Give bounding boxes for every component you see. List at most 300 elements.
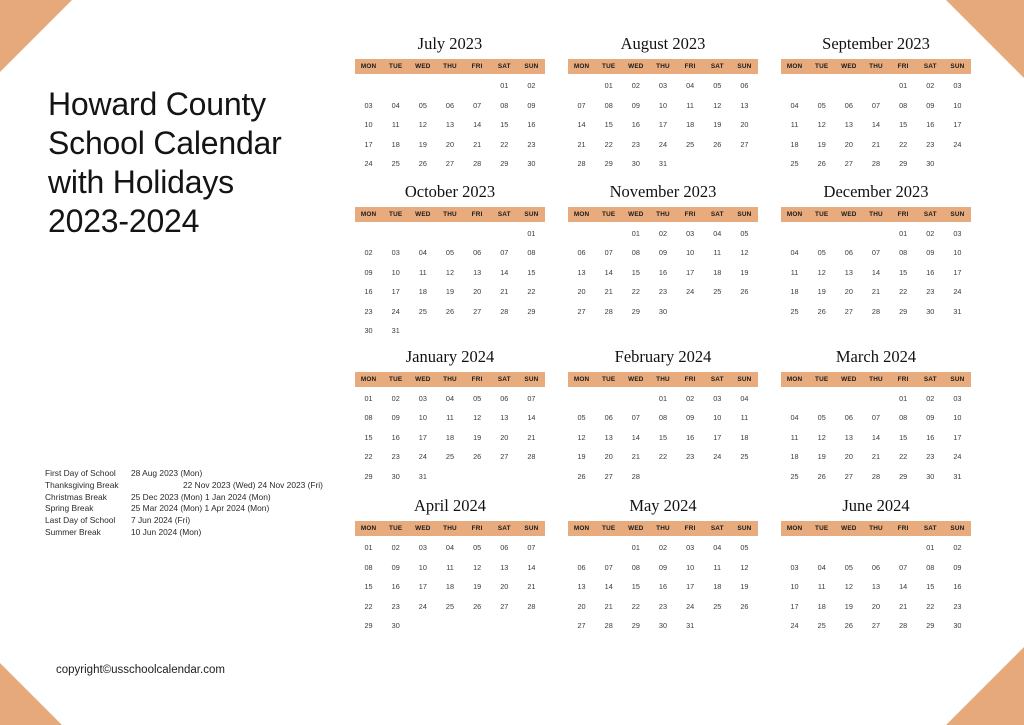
day-cell[interactable]: 21 <box>527 432 536 442</box>
day-cell[interactable]: 30 <box>631 159 640 168</box>
day-cell[interactable]: 28 <box>577 159 586 168</box>
day-cell[interactable]: 07 <box>527 393 536 403</box>
day-cell[interactable]: 11 <box>446 562 454 572</box>
day-cell[interactable]: 11 <box>790 120 799 129</box>
day-cell[interactable]: 08 <box>527 248 536 257</box>
day-cell[interactable]: 31 <box>953 306 962 316</box>
day-cell[interactable]: 14 <box>473 120 482 129</box>
day-cell[interactable]: 28 <box>871 471 881 481</box>
day-cell[interactable]: 09 <box>926 413 935 422</box>
day-cell[interactable]: 02 <box>658 543 668 552</box>
day-cell[interactable]: 18 <box>740 432 749 442</box>
day-cell[interactable]: 29 <box>899 471 908 481</box>
day-cell[interactable]: 13 <box>577 582 586 591</box>
day-cell[interactable]: 09 <box>364 267 373 277</box>
day-cell[interactable]: 03 <box>953 393 962 403</box>
day-cell[interactable]: 30 <box>926 306 935 316</box>
day-cell[interactable]: 06 <box>473 248 482 257</box>
day-cell[interactable]: 04 <box>790 248 799 257</box>
day-cell[interactable]: 28 <box>527 601 536 611</box>
day-cell[interactable]: 29 <box>527 306 536 316</box>
day-cell[interactable]: 10 <box>364 120 373 129</box>
day-cell[interactable]: 11 <box>713 562 722 572</box>
day-cell[interactable]: 04 <box>790 413 799 422</box>
day-cell[interactable]: 20 <box>844 139 853 149</box>
day-cell[interactable]: 19 <box>817 287 826 296</box>
day-cell[interactable]: 05 <box>817 100 826 110</box>
day-cell[interactable]: 04 <box>418 248 427 257</box>
day-cell[interactable]: 17 <box>713 432 722 442</box>
day-cell[interactable]: 13 <box>871 582 881 591</box>
day-cell[interactable]: 23 <box>926 452 935 461</box>
day-cell[interactable]: 19 <box>844 601 853 611</box>
day-cell[interactable]: 21 <box>604 601 613 611</box>
day-cell[interactable]: 29 <box>364 621 373 630</box>
day-cell[interactable]: 30 <box>391 621 400 630</box>
day-cell[interactable]: 18 <box>686 120 695 129</box>
day-cell[interactable]: 26 <box>577 471 586 481</box>
day-cell[interactable]: 12 <box>844 582 853 591</box>
day-cell[interactable]: 17 <box>686 267 695 277</box>
day-cell[interactable]: 25 <box>713 287 722 296</box>
day-cell[interactable]: 08 <box>926 562 935 572</box>
day-cell[interactable]: 25 <box>686 139 695 149</box>
day-cell[interactable]: 03 <box>364 100 373 110</box>
day-cell[interactable]: 04 <box>686 81 695 90</box>
day-cell[interactable]: 09 <box>391 413 400 422</box>
day-cell[interactable]: 10 <box>686 248 695 257</box>
day-cell[interactable]: 11 <box>790 267 799 277</box>
day-cell[interactable]: 30 <box>658 621 668 630</box>
day-cell[interactable]: 31 <box>686 621 695 630</box>
day-cell[interactable]: 20 <box>604 452 613 461</box>
day-cell[interactable]: 31 <box>391 326 400 335</box>
day-cell[interactable]: 09 <box>658 248 668 257</box>
day-cell[interactable]: 13 <box>604 432 613 442</box>
day-cell[interactable]: 17 <box>418 582 427 591</box>
day-cell[interactable]: 22 <box>500 139 509 149</box>
day-cell[interactable]: 16 <box>391 432 400 442</box>
day-cell[interactable]: 10 <box>953 413 962 422</box>
day-cell[interactable]: 04 <box>445 393 455 403</box>
day-cell[interactable]: 22 <box>899 139 908 149</box>
day-cell[interactable]: 18 <box>790 452 799 461</box>
day-cell[interactable]: 15 <box>658 432 668 442</box>
day-cell[interactable]: 20 <box>871 601 881 611</box>
day-cell[interactable]: 07 <box>631 413 640 422</box>
day-cell[interactable]: 16 <box>527 120 536 129</box>
day-cell[interactable]: 01 <box>899 393 908 403</box>
day-cell[interactable]: 03 <box>686 228 695 238</box>
day-cell[interactable]: 12 <box>817 432 826 442</box>
day-cell[interactable]: 26 <box>713 139 722 149</box>
day-cell[interactable]: 12 <box>418 120 427 129</box>
day-cell[interactable]: 16 <box>631 120 640 129</box>
day-cell[interactable]: 27 <box>500 601 509 611</box>
day-cell[interactable]: 15 <box>926 582 935 591</box>
day-cell[interactable]: 27 <box>500 452 509 461</box>
day-cell[interactable]: 02 <box>527 81 536 90</box>
day-cell[interactable]: 30 <box>391 471 400 481</box>
day-cell[interactable]: 18 <box>713 582 722 591</box>
day-cell[interactable]: 25 <box>790 159 799 168</box>
day-cell[interactable]: 08 <box>899 100 908 110</box>
day-cell[interactable]: 27 <box>604 471 613 481</box>
day-cell[interactable]: 14 <box>871 432 881 442</box>
day-cell[interactable]: 05 <box>740 543 749 552</box>
day-cell[interactable]: 11 <box>391 120 400 129</box>
day-cell[interactable]: 07 <box>577 100 586 110</box>
day-cell[interactable]: 23 <box>391 601 400 611</box>
day-cell[interactable]: 20 <box>473 287 482 296</box>
day-cell[interactable]: 11 <box>817 582 826 591</box>
day-cell[interactable]: 07 <box>871 248 881 257</box>
day-cell[interactable]: 20 <box>844 452 853 461</box>
day-cell[interactable]: 24 <box>364 159 373 168</box>
day-cell[interactable]: 27 <box>844 159 853 168</box>
day-cell[interactable]: 10 <box>953 248 962 257</box>
day-cell[interactable]: 09 <box>391 562 400 572</box>
day-cell[interactable]: 25 <box>790 306 799 316</box>
day-cell[interactable]: 25 <box>713 601 722 611</box>
day-cell[interactable]: 28 <box>871 159 881 168</box>
day-cell[interactable]: 04 <box>790 100 799 110</box>
day-cell[interactable]: 03 <box>686 543 695 552</box>
day-cell[interactable]: 25 <box>445 601 455 611</box>
day-cell[interactable]: 16 <box>658 267 668 277</box>
day-cell[interactable]: 19 <box>740 267 749 277</box>
day-cell[interactable]: 03 <box>418 543 427 552</box>
day-cell[interactable]: 12 <box>817 120 826 129</box>
day-cell[interactable]: 16 <box>926 267 935 277</box>
day-cell[interactable]: 10 <box>391 267 400 277</box>
day-cell[interactable]: 14 <box>604 267 613 277</box>
day-cell[interactable]: 06 <box>844 248 853 257</box>
day-cell[interactable]: 12 <box>740 248 749 257</box>
day-cell[interactable]: 20 <box>500 582 509 591</box>
day-cell[interactable]: 23 <box>527 139 536 149</box>
day-cell[interactable]: 16 <box>926 432 935 442</box>
day-cell[interactable]: 22 <box>364 601 373 611</box>
day-cell[interactable]: 02 <box>364 248 373 257</box>
day-cell[interactable]: 15 <box>631 267 640 277</box>
day-cell[interactable]: 07 <box>899 562 908 572</box>
day-cell[interactable]: 26 <box>817 306 826 316</box>
day-cell[interactable]: 17 <box>953 120 962 129</box>
day-cell[interactable]: 22 <box>604 139 613 149</box>
day-cell[interactable]: 04 <box>713 543 722 552</box>
day-cell[interactable]: 06 <box>844 100 853 110</box>
day-cell[interactable]: 22 <box>926 601 935 611</box>
day-cell[interactable]: 05 <box>577 413 586 422</box>
day-cell[interactable]: 25 <box>445 452 455 461</box>
day-cell[interactable]: 19 <box>817 452 826 461</box>
day-cell[interactable]: 14 <box>631 432 640 442</box>
day-cell[interactable]: 17 <box>953 432 962 442</box>
day-cell[interactable]: 23 <box>686 452 695 461</box>
day-cell[interactable]: 26 <box>844 621 853 630</box>
day-cell[interactable]: 26 <box>817 159 826 168</box>
day-cell[interactable]: 13 <box>844 267 853 277</box>
day-cell[interactable]: 12 <box>713 100 722 110</box>
day-cell[interactable]: 01 <box>364 543 373 552</box>
day-cell[interactable]: 24 <box>418 601 427 611</box>
day-cell[interactable]: 27 <box>445 159 455 168</box>
day-cell[interactable]: 30 <box>953 621 962 630</box>
day-cell[interactable]: 14 <box>527 562 536 572</box>
day-cell[interactable]: 10 <box>686 562 695 572</box>
day-cell[interactable]: 21 <box>473 139 482 149</box>
day-cell[interactable]: 02 <box>658 228 668 238</box>
day-cell[interactable]: 11 <box>790 432 799 442</box>
day-cell[interactable]: 14 <box>527 413 536 422</box>
day-cell[interactable]: 07 <box>871 100 881 110</box>
day-cell[interactable]: 27 <box>577 621 586 630</box>
day-cell[interactable]: 20 <box>500 432 509 442</box>
day-cell[interactable]: 08 <box>364 413 373 422</box>
day-cell[interactable]: 06 <box>740 81 749 90</box>
day-cell[interactable]: 29 <box>631 621 640 630</box>
day-cell[interactable]: 19 <box>418 139 427 149</box>
day-cell[interactable]: 31 <box>418 471 427 481</box>
day-cell[interactable]: 18 <box>790 139 799 149</box>
day-cell[interactable]: 03 <box>418 393 427 403</box>
day-cell[interactable]: 17 <box>391 287 400 296</box>
day-cell[interactable]: 01 <box>604 81 613 90</box>
day-cell[interactable]: 05 <box>844 562 853 572</box>
day-cell[interactable]: 18 <box>445 432 455 442</box>
day-cell[interactable]: 02 <box>926 228 935 238</box>
day-cell[interactable]: 18 <box>713 267 722 277</box>
day-cell[interactable]: 02 <box>391 543 400 552</box>
day-cell[interactable]: 06 <box>577 248 586 257</box>
day-cell[interactable]: 18 <box>391 139 400 149</box>
day-cell[interactable]: 16 <box>953 582 962 591</box>
day-cell[interactable]: 17 <box>790 601 799 611</box>
day-cell[interactable]: 10 <box>953 100 962 110</box>
day-cell[interactable]: 15 <box>899 120 908 129</box>
day-cell[interactable]: 26 <box>740 287 749 296</box>
day-cell[interactable]: 01 <box>899 228 908 238</box>
day-cell[interactable]: 02 <box>926 81 935 90</box>
day-cell[interactable]: 09 <box>631 100 640 110</box>
day-cell[interactable]: 12 <box>817 267 826 277</box>
day-cell[interactable]: 10 <box>790 582 799 591</box>
day-cell[interactable]: 11 <box>740 413 749 422</box>
day-cell[interactable]: 05 <box>740 228 749 238</box>
day-cell[interactable]: 26 <box>473 452 482 461</box>
day-cell[interactable]: 26 <box>473 601 482 611</box>
day-cell[interactable]: 06 <box>604 413 613 422</box>
day-cell[interactable]: 22 <box>899 287 908 296</box>
day-cell[interactable]: 12 <box>473 413 482 422</box>
day-cell[interactable]: 29 <box>604 159 613 168</box>
day-cell[interactable]: 08 <box>899 413 908 422</box>
day-cell[interactable]: 15 <box>899 267 908 277</box>
day-cell[interactable]: 19 <box>473 582 482 591</box>
day-cell[interactable]: 28 <box>473 159 482 168</box>
day-cell[interactable]: 20 <box>577 287 586 296</box>
day-cell[interactable]: 24 <box>953 139 962 149</box>
day-cell[interactable]: 26 <box>418 159 427 168</box>
day-cell[interactable]: 24 <box>686 601 695 611</box>
day-cell[interactable]: 13 <box>445 120 455 129</box>
day-cell[interactable]: 31 <box>953 471 962 481</box>
day-cell[interactable]: 05 <box>817 248 826 257</box>
day-cell[interactable]: 06 <box>445 100 455 110</box>
day-cell[interactable]: 15 <box>631 582 640 591</box>
day-cell[interactable]: 27 <box>577 306 586 316</box>
day-cell[interactable]: 05 <box>817 413 826 422</box>
day-cell[interactable]: 19 <box>740 582 749 591</box>
day-cell[interactable]: 10 <box>713 413 722 422</box>
day-cell[interactable]: 03 <box>790 562 799 572</box>
day-cell[interactable]: 02 <box>926 393 935 403</box>
day-cell[interactable]: 19 <box>713 120 722 129</box>
day-cell[interactable]: 12 <box>577 432 586 442</box>
day-cell[interactable]: 30 <box>926 159 935 168</box>
day-cell[interactable]: 20 <box>844 287 853 296</box>
day-cell[interactable]: 15 <box>527 267 536 277</box>
day-cell[interactable]: 24 <box>713 452 722 461</box>
day-cell[interactable]: 14 <box>871 267 881 277</box>
day-cell[interactable]: 21 <box>871 452 881 461</box>
day-cell[interactable]: 14 <box>604 582 613 591</box>
day-cell[interactable]: 18 <box>790 287 799 296</box>
day-cell[interactable]: 09 <box>658 562 668 572</box>
day-cell[interactable]: 18 <box>817 601 826 611</box>
day-cell[interactable]: 22 <box>527 287 536 296</box>
day-cell[interactable]: 12 <box>445 267 455 277</box>
day-cell[interactable]: 30 <box>658 306 668 316</box>
day-cell[interactable]: 05 <box>418 100 427 110</box>
day-cell[interactable]: 23 <box>953 601 962 611</box>
day-cell[interactable]: 19 <box>577 452 586 461</box>
day-cell[interactable]: 19 <box>817 139 826 149</box>
day-cell[interactable]: 24 <box>953 287 962 296</box>
day-cell[interactable]: 22 <box>899 452 908 461</box>
day-cell[interactable]: 10 <box>418 413 427 422</box>
day-cell[interactable]: 18 <box>445 582 455 591</box>
day-cell[interactable]: 27 <box>740 139 749 149</box>
day-cell[interactable]: 20 <box>445 139 455 149</box>
day-cell[interactable]: 29 <box>631 306 640 316</box>
day-cell[interactable]: 24 <box>391 306 400 316</box>
day-cell[interactable]: 25 <box>790 471 799 481</box>
day-cell[interactable]: 31 <box>658 159 668 168</box>
day-cell[interactable]: 03 <box>953 81 962 90</box>
day-cell[interactable]: 04 <box>817 562 826 572</box>
day-cell[interactable]: 19 <box>445 287 455 296</box>
day-cell[interactable]: 01 <box>527 228 536 238</box>
day-cell[interactable]: 28 <box>899 621 908 630</box>
day-cell[interactable]: 29 <box>364 471 373 481</box>
day-cell[interactable]: 08 <box>631 562 640 572</box>
day-cell[interactable]: 19 <box>473 432 482 442</box>
day-cell[interactable]: 25 <box>817 621 826 630</box>
day-cell[interactable]: 02 <box>686 393 695 403</box>
day-cell[interactable]: 14 <box>899 582 908 591</box>
day-cell[interactable]: 03 <box>953 228 962 238</box>
day-cell[interactable]: 30 <box>926 471 935 481</box>
day-cell[interactable]: 03 <box>713 393 722 403</box>
day-cell[interactable]: 04 <box>445 543 455 552</box>
day-cell[interactable]: 25 <box>418 306 427 316</box>
day-cell[interactable]: 12 <box>473 562 482 572</box>
day-cell[interactable]: 13 <box>500 562 509 572</box>
day-cell[interactable]: 17 <box>686 582 695 591</box>
day-cell[interactable]: 21 <box>500 287 509 296</box>
day-cell[interactable]: 21 <box>899 601 908 611</box>
day-cell[interactable]: 17 <box>953 267 962 277</box>
day-cell[interactable]: 11 <box>419 267 427 277</box>
day-cell[interactable]: 16 <box>926 120 935 129</box>
day-cell[interactable]: 07 <box>500 248 509 257</box>
day-cell[interactable]: 06 <box>577 562 586 572</box>
day-cell[interactable]: 11 <box>686 100 694 110</box>
day-cell[interactable]: 05 <box>473 393 482 403</box>
day-cell[interactable]: 07 <box>871 413 881 422</box>
day-cell[interactable]: 21 <box>527 582 536 591</box>
day-cell[interactable]: 01 <box>658 393 668 403</box>
day-cell[interactable]: 27 <box>844 306 853 316</box>
day-cell[interactable]: 10 <box>658 100 668 110</box>
day-cell[interactable]: 01 <box>631 543 640 552</box>
day-cell[interactable]: 28 <box>527 452 536 461</box>
day-cell[interactable]: 24 <box>790 621 799 630</box>
day-cell[interactable]: 26 <box>817 471 826 481</box>
day-cell[interactable]: 02 <box>631 81 640 90</box>
day-cell[interactable]: 03 <box>658 81 668 90</box>
day-cell[interactable]: 23 <box>658 601 668 611</box>
day-cell[interactable]: 23 <box>926 139 935 149</box>
day-cell[interactable]: 28 <box>500 306 509 316</box>
day-cell[interactable]: 16 <box>391 582 400 591</box>
day-cell[interactable]: 08 <box>604 100 613 110</box>
day-cell[interactable]: 14 <box>577 120 586 129</box>
day-cell[interactable]: 17 <box>658 120 668 129</box>
day-cell[interactable]: 06 <box>500 543 509 552</box>
day-cell[interactable]: 29 <box>899 159 908 168</box>
day-cell[interactable]: 13 <box>500 413 509 422</box>
day-cell[interactable]: 09 <box>953 562 962 572</box>
day-cell[interactable]: 05 <box>445 248 455 257</box>
day-cell[interactable]: 03 <box>391 248 400 257</box>
day-cell[interactable]: 01 <box>926 543 935 552</box>
day-cell[interactable]: 13 <box>844 432 853 442</box>
day-cell[interactable]: 24 <box>953 452 962 461</box>
day-cell[interactable]: 15 <box>364 582 373 591</box>
day-cell[interactable]: 06 <box>871 562 881 572</box>
day-cell[interactable]: 05 <box>473 543 482 552</box>
day-cell[interactable]: 23 <box>364 306 373 316</box>
day-cell[interactable]: 06 <box>500 393 509 403</box>
day-cell[interactable]: 30 <box>364 326 373 335</box>
day-cell[interactable]: 29 <box>926 621 935 630</box>
day-cell[interactable]: 15 <box>899 432 908 442</box>
day-cell[interactable]: 23 <box>391 452 400 461</box>
day-cell[interactable]: 07 <box>473 100 482 110</box>
day-cell[interactable]: 17 <box>418 432 427 442</box>
day-cell[interactable]: 09 <box>527 100 536 110</box>
day-cell[interactable]: 02 <box>953 543 962 552</box>
day-cell[interactable]: 24 <box>658 139 668 149</box>
day-cell[interactable]: 10 <box>418 562 427 572</box>
day-cell[interactable]: 24 <box>418 452 427 461</box>
day-cell[interactable]: 21 <box>604 287 613 296</box>
day-cell[interactable]: 04 <box>391 100 400 110</box>
day-cell[interactable]: 22 <box>631 287 640 296</box>
